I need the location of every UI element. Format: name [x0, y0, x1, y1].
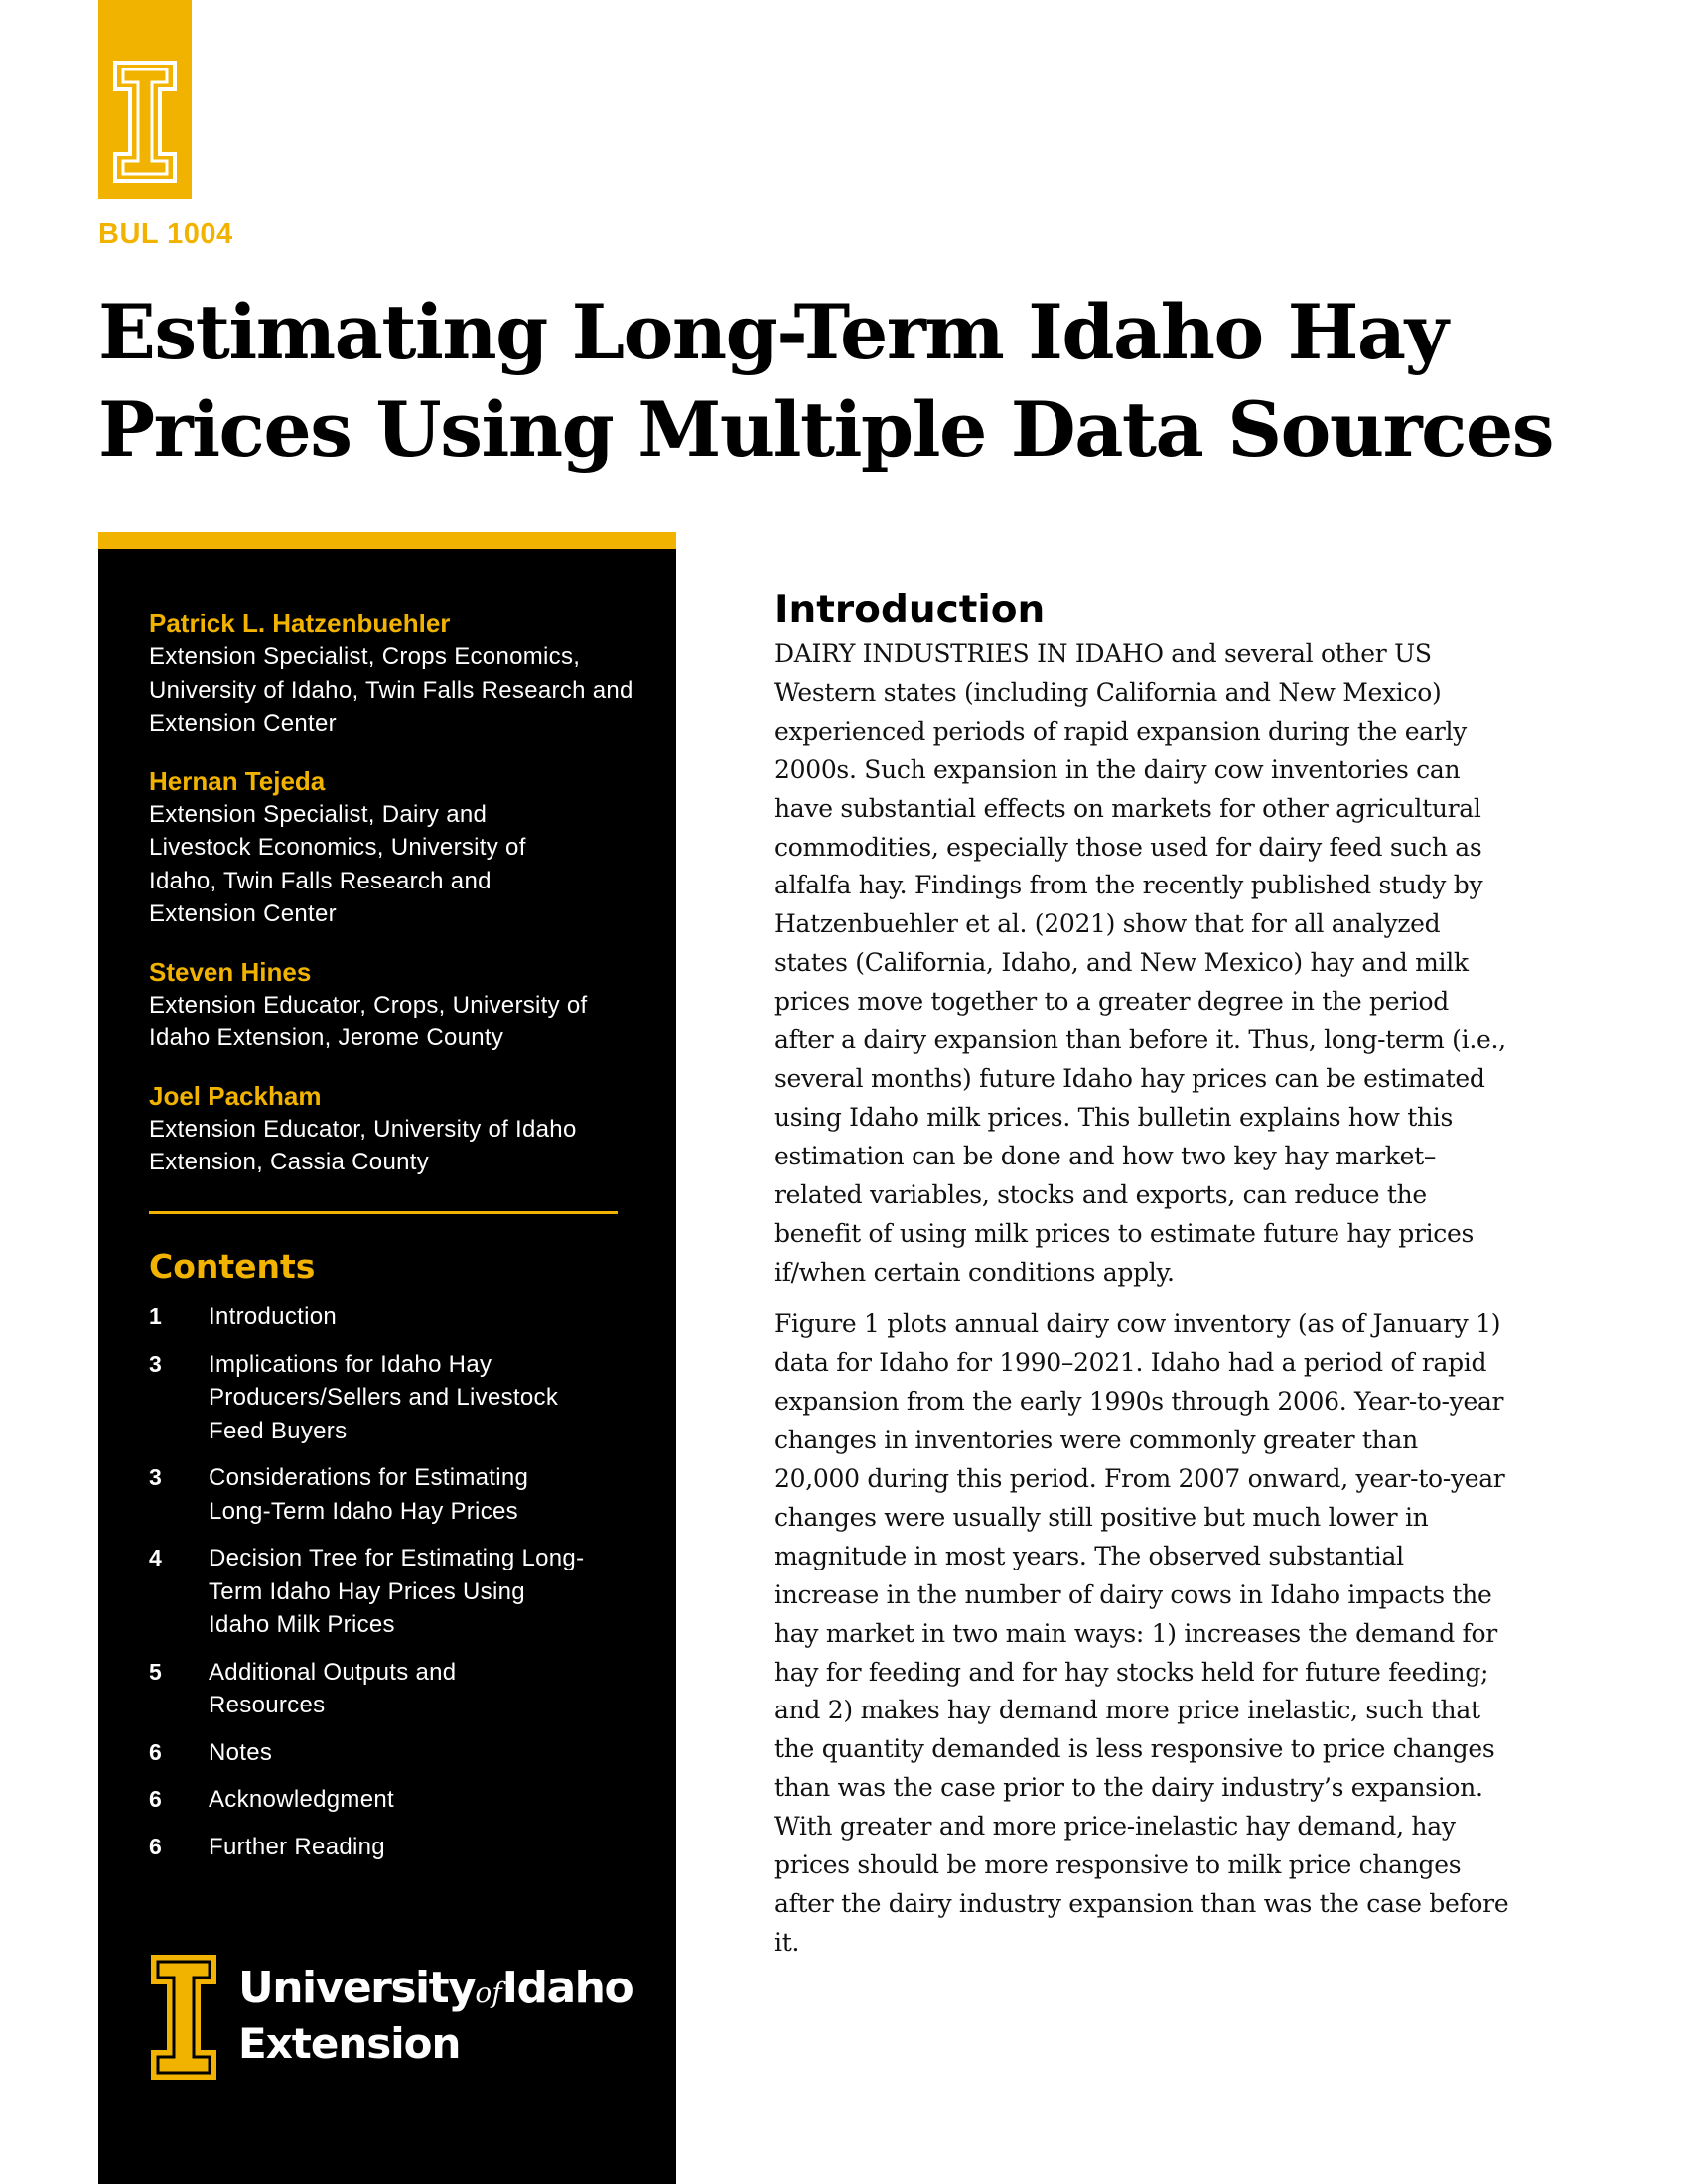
- toc-item[interactable]: [149, 1736, 626, 1770]
- table-of-contents: [149, 1300, 626, 1877]
- logo-extension-text: Extension: [238, 2019, 461, 2068]
- author-role: Extension Specialist, Crops Economics, University of Idaho, Twin Falls Research and Extension Center: [149, 643, 633, 737]
- brand-tab: [98, 0, 192, 199]
- university-of-idaho-extension-logo: [149, 1953, 633, 2092]
- toc-item[interactable]: [149, 1348, 626, 1448]
- toc-label[interactable]: Acknowledgment: [209, 1786, 394, 1813]
- toc-label[interactable]: Further Reading: [209, 1833, 385, 1860]
- main-content: [774, 586, 1509, 1977]
- logo-wordmark: [238, 1963, 633, 2069]
- toc-page-number: 6: [149, 1833, 162, 1859]
- toc-label[interactable]: Notes: [209, 1738, 273, 1766]
- body-paragraph: Figure 1 plots annual dairy cow inventory (as of January 1) data for Idaho for 1990–2021. Idaho had a period of rapid expansion from the early 1990s through 2006. Year-to-year changes in inventories were commonly greater than 20,000 during this period. From 2007 onward, year-to-year changes were usually still positive but much lower in magnitude in most years. The observed substantial increase in the number of dairy cows in Idaho impacts the hay market in two main ways: 1) increases the demand for hay for feeding and for hay stocks held for future feeding; and 2) makes hay demand more price inelastic, such that the quantity demanded is less responsive to price changes than was the case prior to the dairy industry’s expansion. With greater and more price-inelastic hay demand, hay prices should be more responsive to milk price changes after the dairy industry expansion than was the case before it.: [774, 1309, 1509, 1957]
- author: [149, 607, 645, 741]
- toc-item[interactable]: [149, 1656, 626, 1722]
- author-name: Hernan Tejeda: [149, 765, 326, 796]
- university-i-icon: [112, 60, 178, 184]
- author: [149, 764, 645, 931]
- logo-of-text: of: [475, 1977, 502, 2009]
- toc-page-number: 6: [149, 1786, 162, 1812]
- author-role: Extension Educator, Crops, University of Idaho Extension, Jerome County: [149, 991, 588, 1051]
- toc-label[interactable]: Decision Tree for Estimating Long-Term Idaho Hay Prices Using Idaho Milk Prices: [209, 1545, 585, 1638]
- author-name: Joel Packham: [149, 1080, 322, 1111]
- toc-item[interactable]: [149, 1300, 626, 1334]
- toc-item[interactable]: [149, 1831, 626, 1864]
- toc-label[interactable]: Implications for Idaho Hay Producers/Sellers and Livestock Feed Buyers: [209, 1350, 559, 1444]
- author-role: Extension Educator, University of Idaho Extension, Cassia County: [149, 1115, 577, 1175]
- toc-label[interactable]: Introduction: [209, 1303, 338, 1330]
- author: [149, 955, 645, 1055]
- logo-university-text: University: [238, 1963, 476, 2013]
- toc-page-number: 5: [149, 1658, 162, 1685]
- author-name: Patrick L. Hatzenbuehler: [149, 609, 451, 638]
- author-role: Extension Specialist, Dairy and Livestock Economics, University of Idaho, Twin Falls Research and Extension Center: [149, 800, 526, 927]
- author-list: [149, 607, 645, 1203]
- toc-item[interactable]: [149, 1783, 626, 1817]
- toc-label[interactable]: Additional Outputs and Resources: [209, 1658, 457, 1718]
- toc-page-number: 3: [149, 1350, 162, 1377]
- section-heading: Introduction: [774, 588, 1046, 632]
- toc-page-number: 4: [149, 1545, 162, 1570]
- contents-heading: Contents: [149, 1247, 316, 1286]
- toc-page-number: 1: [149, 1303, 162, 1329]
- author-name: Steven Hines: [149, 956, 312, 987]
- logo-idaho-text: Idaho: [501, 1963, 633, 2013]
- toc-item[interactable]: [149, 1542, 626, 1642]
- sidebar-accent-rule: [98, 532, 676, 549]
- author: [149, 1079, 645, 1179]
- toc-page-number: 3: [149, 1464, 162, 1490]
- toc-label[interactable]: Considerations for Estimating Long-Term Idaho Hay Prices: [209, 1464, 529, 1525]
- toc-page-number: 6: [149, 1738, 162, 1765]
- university-i-logo-icon: [149, 1953, 218, 2082]
- toc-item[interactable]: [149, 1461, 626, 1528]
- bulletin-code: BUL 1004: [98, 218, 233, 250]
- body-paragraph: DAIRY INDUSTRIES IN IDAHO and several other US Western states (including California and New Mexico) experienced periods of rapid expansion during the early 2000s. Such expansion in the dairy cow inventories can have substantial effects on markets for other agricultural commodities, especially those used for dairy feed such as alfalfa hay. Findings from the recently published study by Hatzenbuehler et al. (2021) show that for all analyzed states (California, Idaho, and New Mexico) hay and milk prices move together to a greater degree in the period after a dairy expansion than before it. Thus, long-term (i.e., several months) future Idaho hay prices can be estimated using Idaho milk prices. This bulletin explains how this estimation can be done and how two key hay market–related variables, stocks and exports, can reduce the benefit of using milk prices to estimate future hay prices if/when certain conditions apply.: [774, 639, 1506, 1287]
- sidebar: [98, 549, 676, 2184]
- sidebar-divider: [149, 1211, 618, 1214]
- page-title: Estimating Long-Term Idaho Hay Prices Using Multiple Data Sources: [98, 288, 1554, 474]
